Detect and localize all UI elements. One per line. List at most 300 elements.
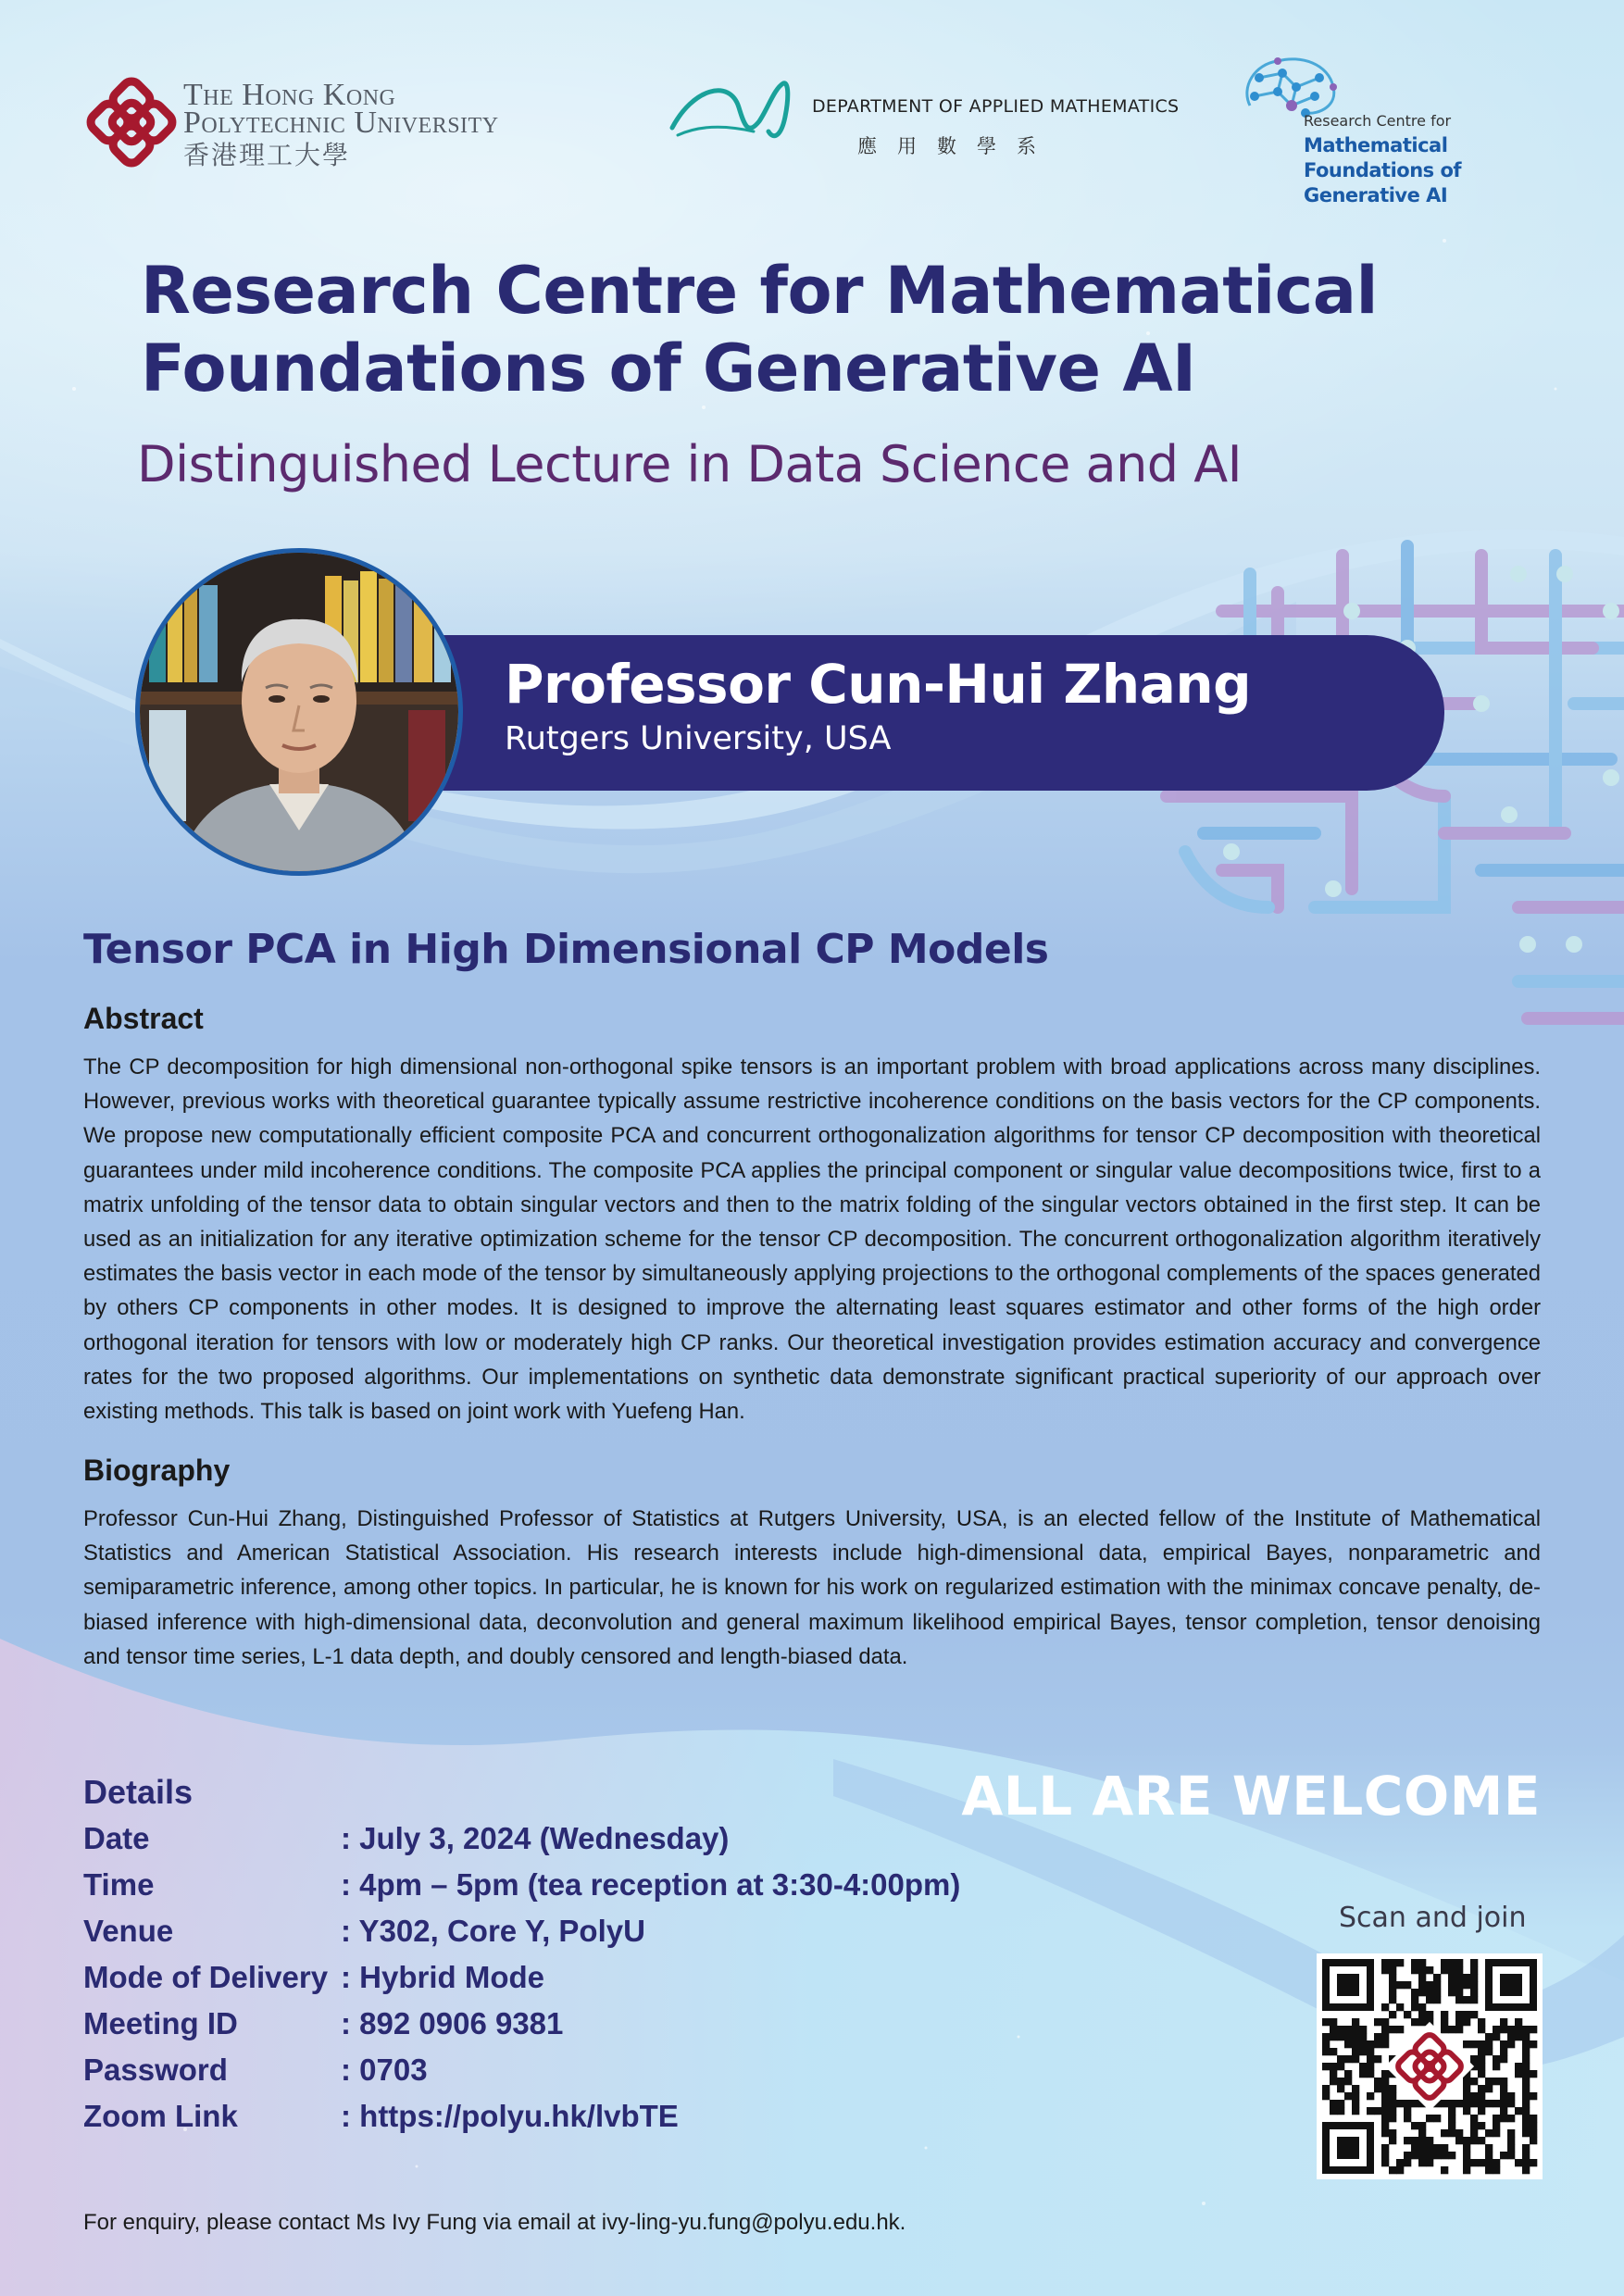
qr-module [1381,2122,1389,2129]
polyu-name-chinese: 香港理工大學 [183,140,351,170]
qr-module [1455,1981,1463,1989]
qr-polyu-logo [1385,2022,1474,2111]
qr-module [1448,1981,1455,1989]
qr-code-icon [1317,1953,1543,2179]
qr-module [1411,2122,1418,2129]
qr-module [1515,2026,1522,2033]
qr-module [1418,2018,1426,2026]
qr-module [1433,1981,1441,1989]
qr-module [1359,2040,1367,2048]
qr-module [1448,2129,1455,2137]
qr-module [1507,2100,1515,2107]
qr-module [1381,2115,1389,2122]
qr-module [1470,1959,1478,1966]
qr-module [1374,2107,1381,2115]
qr-module [1478,2063,1485,2070]
qr-module [1359,2070,1367,2078]
qr-module [1418,2003,1426,2011]
qr-module [1322,2092,1330,2100]
qr-module [1500,2048,1507,2055]
qr-module [1448,1989,1455,1996]
qr-module [1478,2122,1485,2129]
qr-module [1352,2092,1359,2100]
qr-module [1337,2055,1344,2063]
qr-module [1433,2152,1441,2159]
qr-module [1463,2078,1470,2085]
qr-module [1500,2115,1507,2122]
qr-module [1515,2018,1522,2026]
qr-module [1404,2115,1411,2122]
qr-module [1455,1966,1463,1974]
qr-module [1463,2152,1470,2159]
qr-module [1470,2040,1478,2048]
talk-title: Tensor PCA in High Dimensional CP Models [83,926,1049,973]
qr-module [1470,2011,1478,2018]
details-label: Mode of Delivery [83,1960,329,1994]
qr-module [1522,2078,1530,2085]
qr-module [1455,2026,1463,2033]
qr-module [1515,2107,1522,2115]
qr-module [1418,1959,1426,1966]
qr-module [1381,2078,1389,2085]
qr-module [1522,2129,1530,2137]
qr-module [1463,1974,1470,1981]
qr-module [1411,2018,1418,2026]
polyu-name-line2: Polytechnic University [183,106,499,140]
abstract-heading: Abstract [83,1002,204,1035]
qr-module [1411,1966,1418,1974]
qr-module [1515,2070,1522,2078]
applied-math-logo [665,70,804,154]
qr-module [1396,2003,1404,2011]
qr-module [1381,1959,1389,1966]
qr-module [1507,2092,1515,2100]
qr-module [1500,2026,1507,2033]
qr-module [1507,2033,1515,2040]
qr-module [1478,2048,1485,2055]
qr-module [1463,2018,1470,2026]
qr-module [1418,1966,1426,1974]
qr-module [1500,2018,1507,2026]
biography-heading: Biography [83,1454,231,1487]
qr-module [1470,1981,1478,1989]
qr-module [1374,2085,1381,2092]
qr-module [1522,2107,1530,2115]
qr-module [1322,2048,1330,2055]
speaker-affiliation: Rutgers University, USA [505,720,892,757]
qr-module [1374,2078,1381,2085]
qr-module [1455,2018,1463,2026]
qr-module [1389,2100,1396,2107]
qr-module [1493,2055,1500,2063]
qr-module [1418,1981,1426,1989]
qr-module [1404,2107,1411,2115]
qr-module [1396,2026,1404,2033]
qr-module [1352,2040,1359,2048]
qr-module [1478,2092,1485,2100]
qr-module [1404,2152,1411,2159]
qr-module [1507,2026,1515,2033]
qr-module [1470,2078,1478,2085]
qr-module [1389,2026,1396,2033]
qr-module [1367,2070,1374,2078]
qr-module [1433,1996,1441,2003]
qr-module [1418,2011,1426,2018]
qr-caption: Scan and join [1339,1902,1527,1934]
qr-module [1448,2115,1455,2122]
qr-module [1478,2055,1485,2063]
qr-module [1463,2040,1470,2048]
qr-module [1478,2085,1485,2092]
qr-module [1470,1966,1478,1974]
qr-module [1330,2107,1337,2115]
qr-module [1522,2159,1530,2166]
qr-module [1470,2100,1478,2107]
qr-module [1322,2033,1330,2040]
qr-module [1359,2033,1367,2040]
qr-module [1522,2115,1530,2122]
department-name-chinese: 應用數學系 [857,135,1056,157]
qr-module [1493,2129,1500,2137]
qr-module [1389,2166,1396,2174]
qr-module [1493,2166,1500,2174]
details-label: Time [83,1867,155,1902]
qr-module [1493,2159,1500,2166]
qr-module [1337,2026,1344,2033]
qr-module [1352,2026,1359,2033]
details-label: Zoom Link [83,2099,238,2133]
qr-module [1418,2159,1426,2166]
qr-module [1470,1989,1478,1996]
qr-module [1455,1974,1463,1981]
all-are-welcome: ALL ARE WELCOME [961,1765,1541,1828]
qr-module [1441,2152,1448,2159]
qr-module [1426,1989,1433,1996]
qr-module [1418,2144,1426,2152]
qr-module [1411,2003,1418,2011]
qr-module [1367,2040,1374,2048]
qr-module [1470,2115,1478,2122]
details-label: Meeting ID [83,2006,238,2040]
qr-module [1404,2137,1411,2144]
qr-module [1374,2040,1381,2048]
qr-module [1359,2048,1367,2055]
details-heading: Details [83,1773,194,1811]
qr-module [1381,2018,1389,2026]
qr-module [1448,2107,1455,2115]
details-value: : July 3, 2024 (Wednesday) [341,1821,730,1855]
qr-module [1389,1989,1396,1996]
qr-module [1470,2092,1478,2100]
qr-module [1374,2055,1381,2063]
qr-module [1463,2137,1470,2144]
qr-module [1522,2055,1530,2063]
qr-module [1389,2011,1396,2018]
qr-module [1530,2070,1537,2078]
qr-module [1411,2100,1418,2107]
qr-module [1493,2100,1500,2107]
qr-module [1359,2063,1367,2070]
qr-module [1411,1959,1418,1966]
qr-module [1389,1959,1396,1966]
qr-module [1470,1974,1478,1981]
qr-module [1441,2129,1448,2137]
qr-module [1441,2026,1448,2033]
qr-module [1485,2048,1493,2055]
qr-module [1367,2107,1374,2115]
qr-module [1330,2063,1337,2070]
qr-finder-center [1500,1974,1522,1996]
qr-module [1352,2100,1359,2107]
details-label: Date [83,1821,150,1855]
qr-module [1500,2085,1507,2092]
qr-module [1485,2129,1493,2137]
qr-module [1367,2055,1374,2063]
qr-module [1322,2018,1330,2026]
qr-module [1389,1966,1396,1974]
qr-module [1352,2048,1359,2055]
qr-module [1418,2129,1426,2137]
qr-module [1470,2129,1478,2137]
qr-module [1418,1974,1426,1981]
qr-module [1530,2137,1537,2144]
qr-module [1455,1996,1463,2003]
qr-module [1352,2018,1359,2026]
qr-module [1381,2040,1389,2048]
qr-module [1322,2040,1330,2048]
qr-module [1389,2085,1396,2092]
lecture-series-subtitle: Distinguished Lecture in Data Science and AI [137,435,1243,493]
department-name: DEPARTMENT OF APPLIED MATHEMATICS [812,96,1180,117]
qr-module [1418,2152,1426,2159]
qr-module [1478,2040,1485,2048]
qr-module [1381,2085,1389,2092]
qr-module [1500,2107,1507,2115]
qr-module [1389,2115,1396,2122]
qr-module [1507,2144,1515,2152]
qr-module [1493,2078,1500,2085]
qr-module [1455,2100,1463,2107]
qr-module [1426,1996,1433,2003]
qr-module [1522,2026,1530,2033]
centre-name-small: Research Centre for [1304,112,1452,130]
qr-module [1522,2122,1530,2129]
qr-module [1507,2152,1515,2159]
qr-module [1455,2011,1463,2018]
qr-module [1493,2115,1500,2122]
qr-module [1330,2100,1337,2107]
qr-module [1433,1974,1441,1981]
qr-module [1381,2070,1389,2078]
qr-module [1418,2122,1426,2129]
qr-module [1530,2092,1537,2100]
qr-module [1530,2129,1537,2137]
qr-module [1396,1959,1404,1966]
qr-module [1485,2166,1493,2174]
qr-module [1455,1959,1463,1966]
qr-module [1515,2033,1522,2040]
qr-module [1470,2137,1478,2144]
qr-module [1404,2100,1411,2107]
qr-module [1485,2159,1493,2166]
qr-module [1426,2011,1433,2018]
qr-module [1493,2122,1500,2129]
abstract-text: The CP decomposition for high dimensional non-orthogonal spike tensors is an important problem with broad applications across many disciplines. However, previous works with theoretical guarantee typically assume restrictive incoherence conditions on the basis vectors for the CP components. We propose new computationally efficient composite PCA and concurrent orthogonalization algorithms for tensor CP decomposition with theoretical guarantees under mild incoherence conditions. The composite PCA applies the principal component or singular value decompositions twice, first to a matrix unfolding of the tensor data to obtain singular vectors and then to the matrix folding of the singular vectors obtained in the first step. It can be used as an initialization for any iterative optimization scheme for the tensor CP decomposition. The concurrent orthogonalization algorithm iteratively estimates the basis vector in each mode of the tensor by simultaneously applying projections to the orthogonal complements of the spaces generated by others CP components in other modes. It is designed to improve the alternating least squares estimator and other forms of the high order orthogonal iteration for tensors with low or moderately high CP ranks. Our theoretical investigation provides estimation accuracy and convergence rates for the two proposed algorithms. Our implementations on synthetic data demonstrate significant practical superiority of our approach over existing methods. This talk is based on joint work with Yuefeng Han. [83,1054,1541,1425]
qr-module [1426,2152,1433,2159]
qr-module [1448,2026,1455,2033]
details-value: : Hybrid Mode [341,1960,544,1994]
qr-module [1522,2040,1530,2048]
qr-module [1344,2040,1352,2048]
qr-module [1352,2107,1359,2115]
qr-module [1433,1989,1441,1996]
qr-module [1500,2078,1507,2085]
qr-module [1515,2063,1522,2070]
qr-module [1478,2070,1485,2078]
qr-module [1478,2100,1485,2107]
qr-module [1441,2166,1448,2174]
qr-module [1463,2011,1470,2018]
qr-module [1478,2026,1485,2033]
qr-module [1389,2137,1396,2144]
qr-module [1344,2078,1352,2085]
qr-module [1470,1996,1478,2003]
polyu-name-line1: The Hong Kong [183,78,396,112]
qr-module [1344,2026,1352,2033]
qr-module [1485,2040,1493,2048]
qr-module [1493,2033,1500,2040]
zoom-link[interactable]: : https://polyu.hk/lvbTE [341,2099,679,2133]
qr-module [1470,2122,1478,2129]
qr-module [1322,2085,1330,2092]
qr-module [1448,2152,1455,2159]
qr-module [1500,2100,1507,2107]
qr-module [1522,2152,1530,2159]
qr-module [1330,2033,1337,2040]
details-value: : 892 0906 9381 [341,2006,564,2040]
qr-module [1441,1966,1448,1974]
qr-module [1389,2107,1396,2115]
qr-module [1381,2003,1389,2011]
qr-module [1381,2107,1389,2115]
qr-module [1455,1989,1463,1996]
qr-module [1330,2048,1337,2055]
qr-module [1396,2100,1404,2107]
qr-module [1389,2092,1396,2100]
qr-module [1322,2063,1330,2070]
qr-module [1337,2063,1344,2070]
qr-module [1463,2166,1470,2174]
qr-module [1381,2159,1389,2166]
qr-module [1411,2152,1418,2159]
qr-module [1448,1959,1455,1966]
qr-module [1455,2137,1463,2144]
qr-module [1411,2144,1418,2152]
qr-module [1330,2026,1337,2033]
qr-module [1337,2033,1344,2040]
qr-module [1418,1989,1426,1996]
qr-module [1485,2033,1493,2040]
qr-module [1522,2063,1530,2070]
qr-module [1507,2115,1515,2122]
qr-module [1470,2159,1478,2166]
biography-text: Professor Cun-Hui Zhang, Distinguished Professor of Statistics at Rutgers University, USA, is an elected fellow of the Institute of Mathematical Statistics and American Statistical Association. His research interests include high-dimensional data, empirical Bayes, nonparametric and semiparametric inference, among other topics. In particular, he is known for his work on regularized estimation with the minimax concave penalty, de-biased inference with high-dimensional data, deconvolution and general maximum likelihood empirical Bayes, tensor completion, tensor denoising and tensor time series, L-1 data depth, and doubly censored and length-biased data. [83,1506,1541,1669]
qr-module [1367,2092,1374,2100]
qr-module [1455,2129,1463,2137]
qr-module [1374,2033,1381,2040]
qr-module [1463,1996,1470,2003]
qr-module [1478,2018,1485,2026]
qr-module [1411,1989,1418,1996]
qr-module [1522,2085,1530,2092]
qr-module [1441,2011,1448,2018]
page-title [141,252,1437,407]
qr-module [1344,2033,1352,2040]
qr-module [1330,2070,1337,2078]
qr-module [1433,2144,1441,2152]
page-title-line1: Research Centre for Mathematical [141,253,1378,329]
qr-module [1389,1996,1396,2003]
qr-module [1522,2033,1530,2040]
qr-module [1463,1981,1470,1989]
qr-module [1426,2159,1433,2166]
qr-module [1500,2152,1507,2159]
qr-module [1530,2122,1537,2129]
qr-module [1448,2100,1455,2107]
qr-module [1463,2159,1470,2166]
qr-module [1478,2107,1485,2115]
qr-module [1396,1981,1404,1989]
qr-module [1359,2026,1367,2033]
qr-module [1500,2055,1507,2063]
qr-module [1500,2040,1507,2048]
qr-module [1463,2100,1470,2107]
qr-module [1478,2137,1485,2144]
qr-module [1441,2100,1448,2107]
speaker-portrait-image [140,553,458,871]
qr-code[interactable] [1317,1953,1543,2179]
enquiry-text: For enquiry, please contact Ms Ivy Fung via email at ivy-ling-yu.fung@polyu.edu.hk. [83,2210,906,2235]
speaker-photo [135,548,463,876]
qr-module [1522,2092,1530,2100]
qr-module [1485,2100,1493,2107]
qr-module [1352,2085,1359,2092]
qr-module [1344,2070,1352,2078]
qr-module [1367,2048,1374,2055]
qr-module [1330,2078,1337,2085]
qr-module [1448,1966,1455,1974]
qr-module [1522,2048,1530,2055]
qr-finder-center [1337,1974,1359,1996]
qr-module [1426,1966,1433,1974]
qr-module [1396,2166,1404,2174]
qr-module [1493,2026,1500,2033]
qr-module [1433,2115,1441,2122]
details-value: : 0703 [341,2053,428,2087]
qr-module [1522,2166,1530,2174]
page-title-line2: Foundations of Generative AI [141,331,1196,406]
qr-finder-center [1337,2137,1359,2159]
qr-module [1485,2078,1493,2085]
qr-module [1448,1974,1455,1981]
qr-module [1485,2144,1493,2152]
details-value: : 4pm – 5pm (tea reception at 3:30-4:00pm) [341,1867,961,1902]
qr-module [1337,2107,1344,2115]
qr-module [1530,2115,1537,2122]
qr-module [1426,2144,1433,2152]
qr-module [1381,2033,1389,2040]
qr-module [1463,2085,1470,2092]
